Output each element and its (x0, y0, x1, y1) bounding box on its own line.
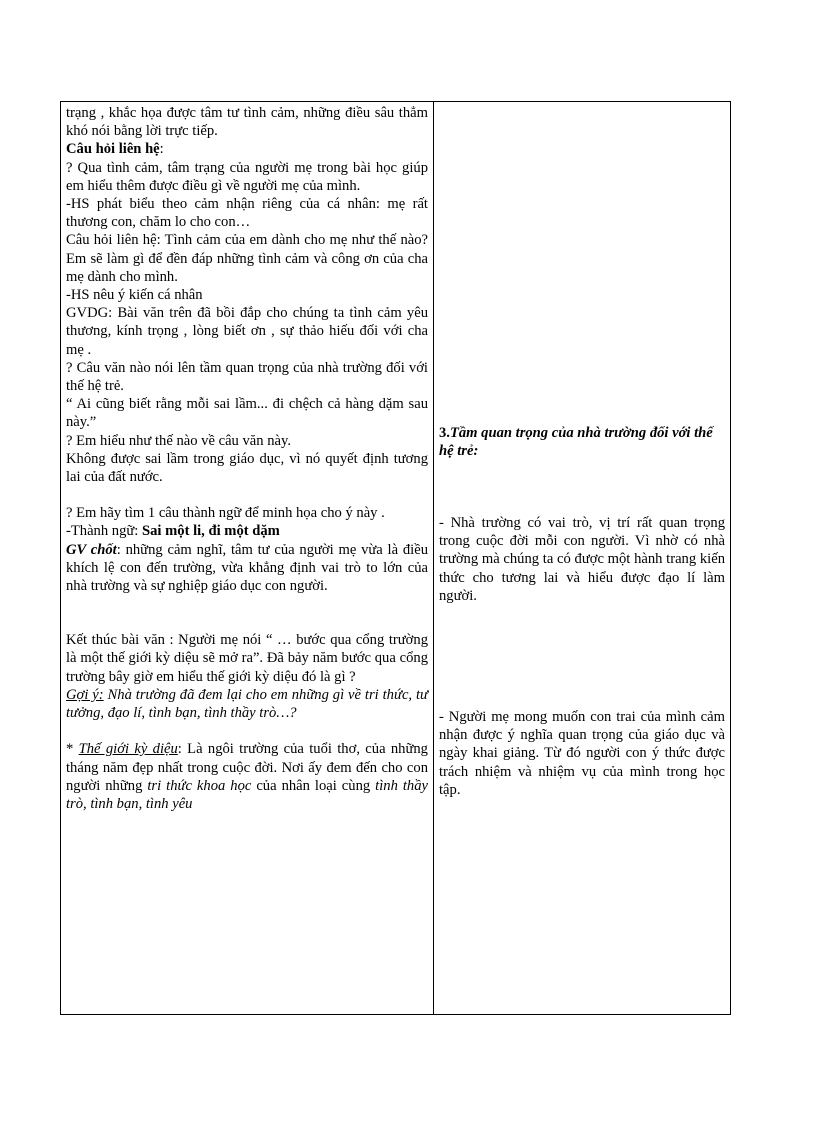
hint-text: Nhà trường đã đem lại cho em những gì về tri thức, tư tưởng, đạo lí, tình bạn, tình thầy trò…? (66, 686, 428, 722)
paragraph-question-2: Câu hỏi liên hệ: Tình cảm của em dành cho mẹ như thế nào? Em sẽ làm gì để đền đáp những tình cảm và công ơn của cha mẹ dành cho mình. (66, 232, 428, 285)
paragraph-question-3: ? Câu văn nào nói lên tầm quan trọng của nhà trường đối với thế hệ trẻ. (66, 359, 428, 395)
wonder-text-1: : Là ngôi trường của tuổi thơ, của những tháng năm đẹp nhất trong cuộc đời. Nơi ấy đem đến cho con người những (66, 741, 428, 794)
heading-text: Tầm quan trọng của nhà trường đối với thế hệ trẻ: (439, 425, 713, 460)
spacer (66, 722, 428, 740)
left-column (66, 104, 428, 813)
hint-label: Gợi ý: (66, 686, 104, 703)
paragraph-answer-2: -HS nêu ý kiến cá nhân (66, 287, 203, 304)
paragraph-question-4: ? Em hiểu như thế nào về câu văn này. (66, 432, 291, 449)
paragraph-ending: Kết thúc bài văn : Người mẹ nói “ … bước qua cổng trường là một thế giới kỳ diệu sẽ mở ra”. Đã bảy năm bước qua cổng trường bây giờ em hiểu thế giới kỳ diệu đó là gì ? (66, 632, 428, 685)
question-colon: : (159, 141, 164, 158)
heading-number: 3. (439, 425, 450, 441)
spacer (66, 486, 428, 504)
wonder-label: Thế giới kỳ diệu (78, 741, 178, 758)
section-3-heading (439, 424, 725, 460)
paragraph-question-label (66, 140, 428, 158)
spacer (66, 595, 428, 631)
gv-conclusion-label: GV chốt (66, 541, 117, 558)
idiom-text: Sai một li, đi một dặm (142, 523, 280, 540)
wonder-star: * (66, 741, 79, 758)
paragraph-quote: “ Ai cũng biết rằng mỗi sai lầm... đi chệch cả hàng dặm sau này.” (66, 396, 428, 431)
paragraph-gvdg: GVDG: Bài văn trên đã bồi đắp cho chúng ta tình cảm yêu thương, kính trọng , lòng biết ơn , sự thảo hiếu đối với cha mẹ . (66, 305, 428, 358)
wonder-italic-2: tình thầy trò, tình bạn, tình yêu (66, 777, 428, 812)
right-paragraph-role (439, 514, 725, 605)
paragraph-answer-1: -HS phát biểu theo cảm nhận riêng của cá nhân: mẹ rất thương con, chăm lo cho con… (66, 196, 428, 231)
paragraph-hint (66, 686, 428, 722)
question-label: Câu hỏi liên hệ (66, 141, 160, 158)
gv-conclusion-text: : những cảm nghĩ, tâm tư của người mẹ vừa là điều khích lệ con đến trường, vừa khẳng định vai trò to lớn của nhà trường và sự nghiệp giáo dục con người. (66, 541, 428, 595)
paragraph-question-5: ? Em hãy tìm 1 câu thành ngữ để minh họa cho ý này . (66, 505, 385, 522)
heading-line (439, 424, 725, 460)
paragraph-answer-4: Không được sai lầm trong giáo dục, vì nó quyết định tương lai của đất nước. (66, 450, 428, 486)
lesson-table (60, 101, 731, 1015)
column-divider (433, 102, 434, 1014)
wonder-text-2: của nhân loại cùng (251, 777, 376, 794)
right-paragraph-mother (439, 708, 725, 799)
paragraph-wonder-world (66, 740, 428, 813)
wonder-italic-1: tri thức khoa học (147, 777, 252, 794)
idiom-prefix: -Thành ngữ: (66, 523, 142, 540)
right-paragraph-mother-text: - Người mẹ mong muốn con trai của mình cảm nhận được ý nghĩa quan trọng của giáo dục và ngày khai giảng. Từ đó người con ý thức được trách nhiệm và nhiệm vụ của mình trong học tập. (439, 709, 725, 798)
right-paragraph-role-text: - Nhà trường có vai trò, vị trí rất quan trọng trong cuộc đời mỗi con người. Vì nhờ có nhà trường mà chúng ta có được một hành trang kiến thức cho tương lai và hiểu được đạo lí làm người. (439, 515, 725, 604)
paragraph-intro: trạng , khắc họa được tâm tư tình cảm, những điều sâu thẳm khó nói bằng lời trực tiếp. (66, 105, 428, 140)
paragraph-gv-conclusion (66, 541, 428, 596)
paragraph-question-1: ? Qua tình cảm, tâm trạng của người mẹ trong bài học giúp em hiểu thêm được điều gì về người mẹ của mình. (66, 159, 428, 194)
paragraph-idiom (66, 522, 428, 540)
